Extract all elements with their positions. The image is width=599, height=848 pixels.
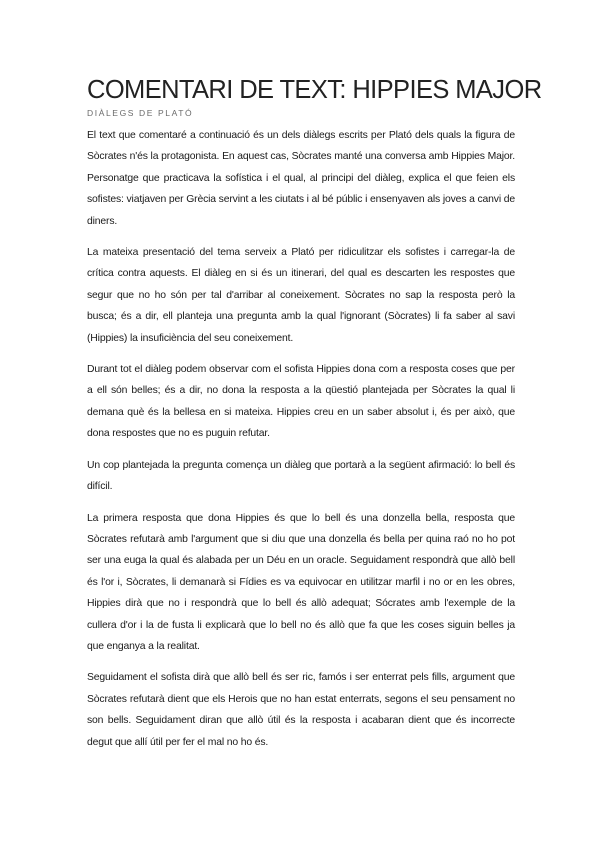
paragraph-presentation: La mateixa presentació del tema serveix a Plató per ridiculitzar els sofistes i carregar-la de crítica contra aquests. El diàleg en si és un itinerari, del qual es descarten les respostes que segur que no ho són per tal d'arribar al coneixement. Sòcrates no sap la resposta però la busca; és a dir, ell planteja una pregunta amb la qual l'ignorant (Sòcrates) li fa saber al savi (Hippies) la insuficiència del seu coneixement. xyxy=(87,247,515,344)
document-title: COMENTARI DE TEXT: HIPPIES MAJOR xyxy=(87,76,542,104)
document-page xyxy=(87,76,542,753)
paragraph-first-answer: La primera resposta que dona Hippies és que lo bell és una donzella bella, resposta que Sòcrates refutarà amb l'argument que si diu que una donzella és bella per quina raó no ho pot ser una euga la qual és alabada per un Déu en un oracle. Seguidament respondrà que allò bell és l'or i, Sòcrates, li demanarà si Fídies es va equivocar en utilitzar marfil i no or en les obres, Hippies dirà que no i respondrà que lo bell és allò adequat; Sócrates amb l'exemple de la cullera d'or i la de fusta li explicarà que lo bell no és allò que fa que les coses siguin belles ja que enganya a la realitat. xyxy=(87,512,515,652)
paragraph-intro: El text que comentaré a continuació és un dels diàlegs escrits per Plató dels quals la figura de Sòcrates n'és la protagonista. En aquest cas, Sòcrates manté una conversa amb Hippies Major. Personatge que practicava la sofística i el qual, al principi del diàleg, explica el que feien els sofistes: viatjaven per Grècia servint a les ciutats i al bé públic i ensenyaven als joves a canvi de diners. xyxy=(87,130,515,227)
paragraph-second-answer: Seguidament el sofista dirà que allò bell és ser ric, famós i ser enterrat pels fills, argument que Sòcrates refutarà dient que els Herois que no han estat enterrats, segons el seu pensament no son bells. Seguidament diran que allò útil és la resposta i acabaran dient que és incorrecte degut que allí útil per fer el mal no ho és. xyxy=(87,672,515,748)
paragraph-question: Un cop plantejada la pregunta comença un diàleg que portarà a la següent afirmació: lo bell és difícil. xyxy=(87,459,515,493)
paragraph-dialogue: Durant tot el diàleg podem observar com el sofista Hippies dona com a resposta coses que per a ell són belles; és a dir, no dona la resposta a la qüestió plantejada per Sòcrates la qual li demana què és la bellesa en si mateixa. Hippies creu en un saber absolut i, és per això, que dona respostes que no es puguin refutar. xyxy=(87,364,515,440)
document-subtitle: DIÀLEGS DE PLATÓ xyxy=(87,108,194,118)
